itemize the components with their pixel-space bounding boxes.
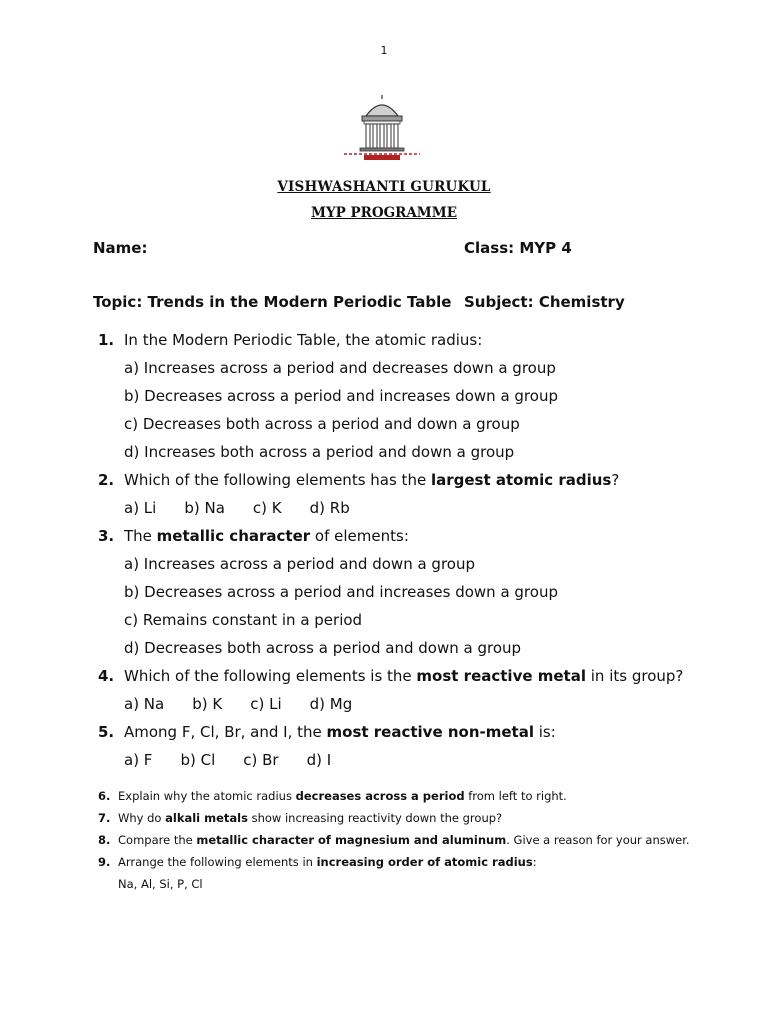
option: a) F xyxy=(124,751,153,769)
question-emphasis: increasing order of atomic radius xyxy=(316,855,533,869)
option: d) I xyxy=(306,751,332,769)
question-8 xyxy=(98,833,690,847)
name-label: Name: xyxy=(93,239,148,257)
option: d) Decreases both across a period and down a group xyxy=(124,639,522,657)
question-text: of elements: xyxy=(310,527,409,545)
question-7 xyxy=(98,811,502,825)
option: d) Rb xyxy=(309,499,350,517)
class-label: Class: MYP 4 xyxy=(464,239,572,257)
question-text: ? xyxy=(611,471,620,489)
option: b) Decreases across a period and increases down a group xyxy=(124,387,558,405)
question-text: from left to right. xyxy=(464,789,567,803)
question-emphasis: metallic character of magnesium and aluminum xyxy=(196,833,507,847)
school-logo-icon xyxy=(342,92,422,164)
question-text: is: xyxy=(533,723,556,741)
question-4 xyxy=(98,667,683,685)
question-number: 4. xyxy=(98,667,115,685)
question-text: show increasing reactivity down the group? xyxy=(247,811,503,825)
element-list: Na, Al, Si, P, Cl xyxy=(118,877,203,891)
question-3 xyxy=(98,527,409,545)
option-row xyxy=(124,751,359,769)
option: b) Na xyxy=(184,499,225,517)
question-6 xyxy=(98,789,567,803)
question-9 xyxy=(98,855,537,869)
option: d) Increases both across a period and down a group xyxy=(124,443,515,461)
question-number: 6. xyxy=(98,789,111,803)
question-emphasis: metallic character xyxy=(156,527,311,545)
question-emphasis: alkali metals xyxy=(165,811,248,825)
option: a) Increases across a period and down a group xyxy=(124,555,475,573)
question-text: . Give a reason for your answer. xyxy=(506,833,690,847)
option: b) Cl xyxy=(180,751,216,769)
question-text: In the Modern Periodic Table, the atomic radius: xyxy=(124,331,483,349)
question-number: 9. xyxy=(98,855,111,869)
question-emphasis: largest atomic radius xyxy=(430,471,612,489)
question-text: Compare the xyxy=(118,833,197,847)
subject-label: Subject: Chemistry xyxy=(464,293,625,311)
option: a) Li xyxy=(124,499,157,517)
question-emphasis: decreases across a period xyxy=(295,789,465,803)
option: a) Increases across a period and decreases down a group xyxy=(124,359,556,377)
question-number: 7. xyxy=(98,811,111,825)
question-2 xyxy=(98,471,619,489)
option: c) K xyxy=(252,499,282,517)
question-emphasis: most reactive metal xyxy=(416,667,586,685)
question-number: 5. xyxy=(98,723,115,741)
question-5 xyxy=(98,723,556,741)
programme-name: MYP PROGRAMME xyxy=(311,205,457,221)
question-text: : xyxy=(532,855,537,869)
question-text: Arrange the following elements in xyxy=(118,855,317,869)
page-number: 1 xyxy=(380,44,388,57)
question-text: Which of the following elements is the xyxy=(124,667,417,685)
question-number: 3. xyxy=(98,527,115,545)
question-text: in its group? xyxy=(586,667,684,685)
option: a) Na xyxy=(124,695,165,713)
question-1 xyxy=(98,331,482,349)
question-text: Among F, Cl, Br, and I, the xyxy=(124,723,327,741)
option: c) Decreases both across a period and down a group xyxy=(124,415,520,433)
question-emphasis: most reactive non-metal xyxy=(326,723,534,741)
topic-label: Topic: Trends in the Modern Periodic Table xyxy=(93,293,452,311)
option: c) Remains constant in a period xyxy=(124,611,363,629)
question-number: 1. xyxy=(98,331,115,349)
option-row xyxy=(124,695,380,713)
option: b) Decreases across a period and increases down a group xyxy=(124,583,558,601)
question-number: 8. xyxy=(98,833,111,847)
question-text: The xyxy=(124,527,157,545)
option: c) Br xyxy=(243,751,279,769)
option-row xyxy=(124,499,378,517)
option: b) K xyxy=(192,695,223,713)
question-text: Explain why the atomic radius xyxy=(118,789,296,803)
option: c) Li xyxy=(250,695,282,713)
option: d) Mg xyxy=(309,695,353,713)
school-name: VISHWASHANTI GURUKUL xyxy=(277,179,491,195)
question-number: 2. xyxy=(98,471,115,489)
question-text: Why do xyxy=(118,811,166,825)
question-text: Which of the following elements has the xyxy=(124,471,431,489)
